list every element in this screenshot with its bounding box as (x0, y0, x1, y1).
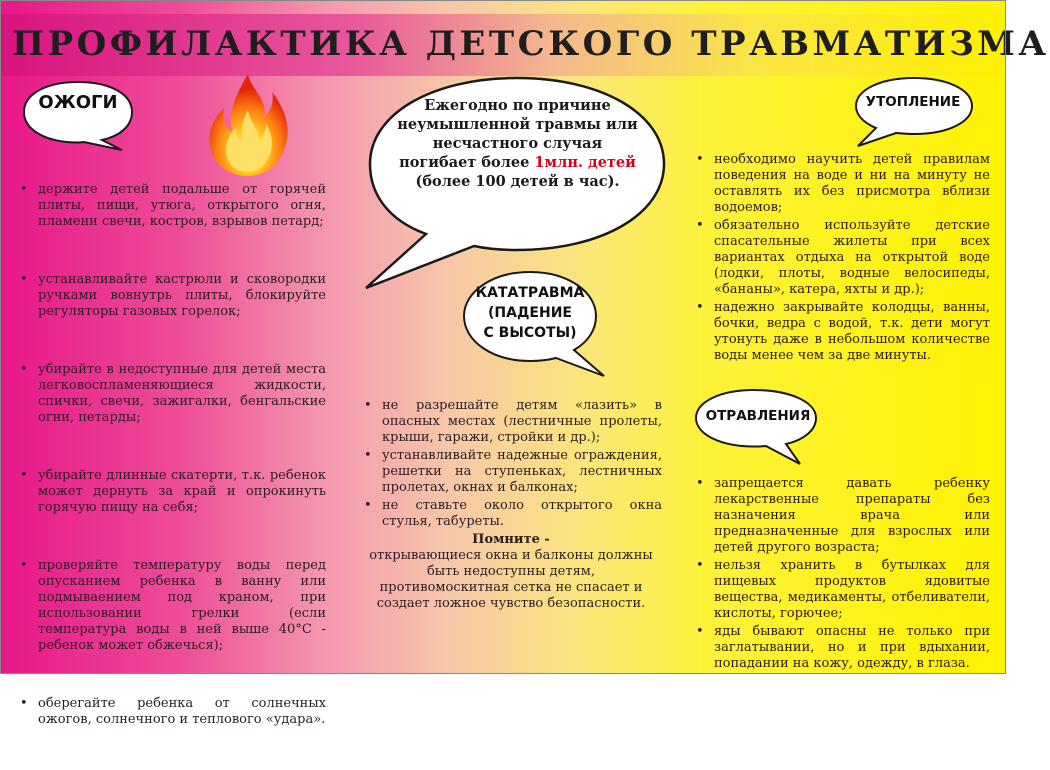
list-item: • нельзя хранить в бутылках для пищевых продуктов ядовитые вещества, медикаменты, отбеливатели, кислоты, горючее; (692, 558, 990, 622)
speech-bubble-icon (848, 74, 978, 148)
speech-bubble-icon (692, 386, 824, 466)
drowning-list (692, 152, 990, 366)
list-item: • оберегайте ребенка от солнечных ожогов, солнечного и теплового «удара». (16, 696, 326, 728)
list-item: • не ставьте около открытого окна стулья, табуреты. (360, 498, 662, 530)
fall-heading (456, 283, 604, 343)
burns-heading: ОЖОГИ (38, 92, 118, 113)
list-item: • надежно закрывайте колодцы, ванны, бочки, ведра с водой, т.к. дети могут утонуть даже в небольшом количестве воды менее чем за две минуты. (692, 300, 990, 364)
list-item: • держите детей подальше от горячей плиты, пищи, утюга, открытого огня, пламени свечи, костров, взрывов петард; (16, 182, 326, 230)
speech-bubble-icon (18, 78, 138, 148)
poisoning-bubble (692, 386, 824, 466)
stat-highlight: 1млн. детей (534, 154, 636, 171)
list-item: • проверяйте температуру воды перед опусканием ребенка в ванну или подмываением под краном, при использовании грелки (если температура воды в ней выше 40°С - ребенок может обжечься); (16, 558, 326, 654)
list-item: • убирайте в недоступные для детей места легковоспламеняющиеся жидкости, спички, свечи, зажигалки, бенгальские огни, петарды; (16, 362, 326, 426)
stat-line: (более 100 детей в час). (415, 173, 620, 190)
stat-prefix: погибает более (399, 154, 535, 171)
fall-list (360, 398, 662, 612)
remember-title: Помните - (472, 532, 550, 547)
poisoning-list (692, 476, 990, 674)
title-banner (0, 14, 1050, 76)
list-item: • обязательно используйте детские спасательные жилеты при всех вариантах отдыха на открытой воде (лодки, плоты, водные велосипеды, «бананы», катера, яхты и др.); (692, 218, 990, 298)
drowning-heading: УТОПЛЕНИЕ (865, 94, 961, 110)
statistic-text (385, 96, 650, 191)
list-item: • устанавливайте надежные ограждения, решетки на ступеньках, лестничных пролетах, окнах и балконах; (360, 448, 662, 496)
list-item: • не разрешайте детям «лазить» в опасных местах (лестничные пролеты, крыши, гаражи, стройки и др.); (360, 398, 662, 446)
stat-line (385, 153, 650, 172)
burns-list (16, 182, 326, 770)
stat-line: несчастного случая (432, 135, 603, 152)
fall-heading-line: (ПАДЕНИЕ (488, 305, 572, 321)
remember-text: открывающиеся окна и балконы должны быть недоступны детям, противомоскитная сетка не спасает и создает ложное чувство безопасности. (369, 548, 653, 611)
list-item: • убирайте длинные скатерти, т.к. ребенок может дернуть за край и опрокинуть горячую пищу на себя; (16, 468, 326, 516)
page-title: ПРОФИЛАКТИКА ДЕТСКОГО ТРАВМАТИЗМА (12, 24, 1050, 64)
stat-line: Ежегодно по причине (424, 97, 611, 114)
burns-bubble (18, 78, 138, 148)
poisoning-heading: ОТРАВЛЕНИЯ (705, 408, 811, 424)
drowning-bubble (848, 74, 978, 148)
list-item: • запрещается давать ребенку лекарственные препараты без назначения врача или предназначенные для взрослых или детей другого возраста; (692, 476, 990, 556)
list-item: • яды бывают опасны не только при заглатывании, но и при вдыхании, попадании на кожу, одежду, в глаза. (692, 624, 990, 672)
fall-bubble (456, 268, 612, 380)
stat-line: неумышленной травмы или (397, 116, 638, 133)
list-item: • устанавливайте кастрюли и сковородки ручками вовнутрь плиты, блокируйте регуляторы газовых горелок; (16, 272, 326, 320)
fire-icon (200, 70, 295, 180)
list-item: • необходимо научить детей правилам поведения на воде и ни на минуту не оставлять их без присмотра вблизи водоемов; (692, 152, 990, 216)
fall-heading-line: КАТАТРАВМА (475, 285, 585, 301)
fall-heading-line: С ВЫСОТЫ) (483, 325, 577, 341)
